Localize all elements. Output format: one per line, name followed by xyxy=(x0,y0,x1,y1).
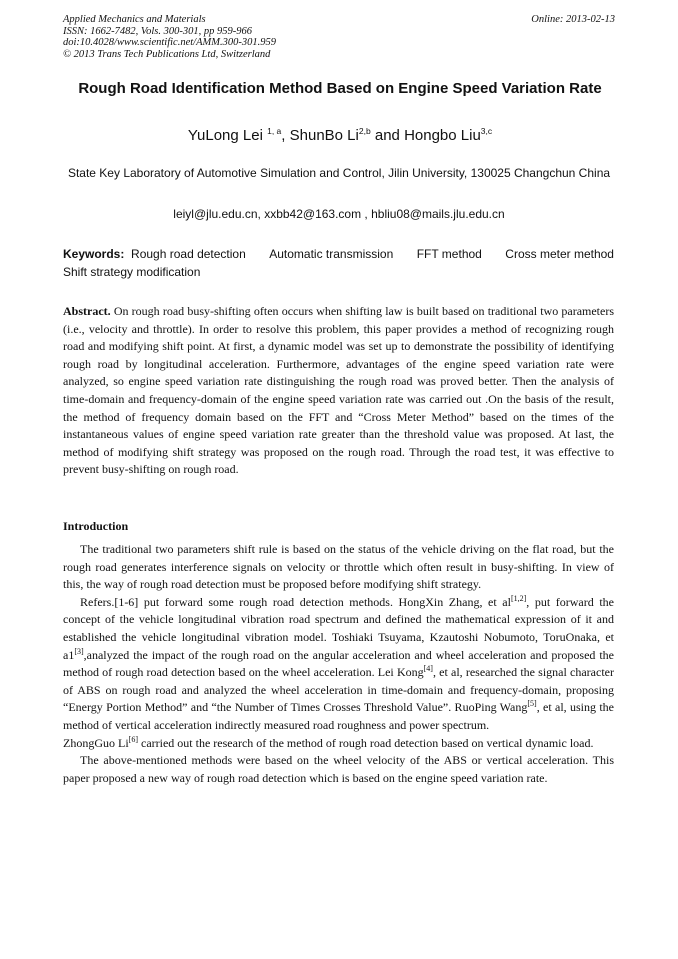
keywords-block xyxy=(63,245,614,281)
affiliation: State Key Laboratory of Automotive Simulation and Control, Jilin University, 130025 Changchun China xyxy=(67,166,611,180)
author-1-affil: 1, a xyxy=(267,126,282,136)
citation-3: [3] xyxy=(74,646,84,656)
intro-paragraph-1: The traditional two parameters shift rule is based on the status of the vehicle driving on the flat road, but the rough road generates interference signals on velocity or throttle which often result in busy-shifting. In view of this, the way of rough road detection must be proposed before modifying shift strategy. xyxy=(63,542,614,592)
intro-p2-text-1: Refers.[1-6] put forward some rough road detection methods. HongXin Zhang, et al xyxy=(80,594,511,609)
intro-p2-text-5: , et al, using the method of vertical acceleration indirectly measured road roughness and power spectrum. xyxy=(63,700,614,732)
citation-6: [6] xyxy=(128,734,138,744)
keyword-2: Automatic transmission xyxy=(269,247,394,261)
intro-p2-text-3: ,analyzed the impact of the rough road on the angular acceleration and wheel acceleration and proposed the method of rough road detection based on the wheel acceleration. Lei Kong xyxy=(63,647,614,680)
keywords-line-2 xyxy=(63,263,614,281)
intro-p2-text-6: ZhongGuo Li xyxy=(63,735,129,750)
online-date: Online: 2013-02-13 xyxy=(531,14,615,25)
citation-5: [5] xyxy=(527,699,537,709)
citation-4: [4] xyxy=(423,664,433,674)
keywords-label: Keywords: xyxy=(63,247,125,261)
keyword-4: Cross meter method xyxy=(505,247,614,261)
author-list xyxy=(40,127,640,145)
keyword-5: Shift strategy modification xyxy=(63,265,201,279)
intro-paragraph-3: The above-mentioned methods were based on the wheel velocity of the ABS or vertical acceleration. This paper proposed a new way of rough road detection which is based on the engine speed variation rate. xyxy=(63,753,614,785)
author-2-affil: 2,b xyxy=(358,126,371,136)
keywords-lead xyxy=(63,245,246,263)
intro-p2-text-4: , et al, researched the signal character of ABS on rough road and analyzed the wheel acceleration in time-domain and frequency-domain, proposing “Energy Portion Method” and “the Number of Times Crosses Threshold Value”. RuoPing Wang xyxy=(63,665,614,715)
doi-line: doi:10.4028/www.scientific.net/AMM.300-301.959 xyxy=(63,37,276,48)
journal-header xyxy=(63,14,615,60)
author-2-name: ShunBo Li xyxy=(289,127,359,144)
author-emails: leiyl@jlu.edu.cn, xxbb42@163.com , hbliu08@mails.jlu.edu.cn xyxy=(173,207,505,221)
copyright-line: © 2013 Trans Tech Publications Ltd, Switzerland xyxy=(63,48,271,60)
keyword-1: Rough road detection xyxy=(131,247,246,261)
paper-title: Rough Road Identification Method Based on Engine Speed Variation Rate xyxy=(78,80,602,97)
intro-p2-text-2: , put forward the concept of the vehicle longitudinal vibration road spectrum and defined the mathematical expression of it and established the vehicle longitudinal vibration model. Toshiaki Tsuyama, Kzautoshi Nobumoto, ToruOnaka, et a1 xyxy=(63,594,614,662)
author-3-name: Hongbo Liu xyxy=(404,127,481,144)
abstract-label: Abstract. xyxy=(63,304,111,318)
abstract-text: On rough road busy-shifting often occurs when shifting law is built based on traditional two parameters (i.e., velocity and throttle). In order to resolve this problem, this paper provides a method of recognizing rough road and modifying shift point. At first, a dynamic model was set up to demonstrate the possibility of identifying rough road by longitudinal acceleration. Furthermore, advantages of the engine speed variation rate were analyzed, so engine speed variation rate distinguishing the rough road was proved better. Then the analysis of time-domain and frequency-domain of the engine speed variation rate was carried out .On the basis of the result, the method of frequency domain based on the FFT and “Cross Meter Method” based on the times of the instantaneous values of engine speed variation rate greater than the threshold value was proposed. At last, the method of modifying shift strategy was proposed on the rough road. Through the road test, it was effective to prevent busy-shifting on rough road. xyxy=(63,304,615,477)
citation-1-2: [1,2] xyxy=(510,593,527,603)
author-separator-1: , xyxy=(281,127,290,144)
journal-name: Applied Mechanics and Materials xyxy=(63,14,206,25)
intro-p2-text-7: carried out the research of the method of rough road detection based on vertical dynamic load. xyxy=(138,735,594,750)
intro-paragraph-2 xyxy=(63,594,614,752)
introduction-heading: Introduction xyxy=(63,519,129,533)
abstract xyxy=(63,303,614,479)
keyword-3: FFT method xyxy=(416,247,482,261)
keywords-line-1 xyxy=(63,245,614,263)
introduction-body xyxy=(63,541,614,787)
author-separator-2: and xyxy=(370,127,405,144)
author-3-affil: 3,c xyxy=(480,126,493,136)
issn-line: ISSN: 1662-7482, Vols. 300-301, pp 959-966 xyxy=(63,25,252,37)
author-1-name: YuLong Lei xyxy=(187,127,263,144)
